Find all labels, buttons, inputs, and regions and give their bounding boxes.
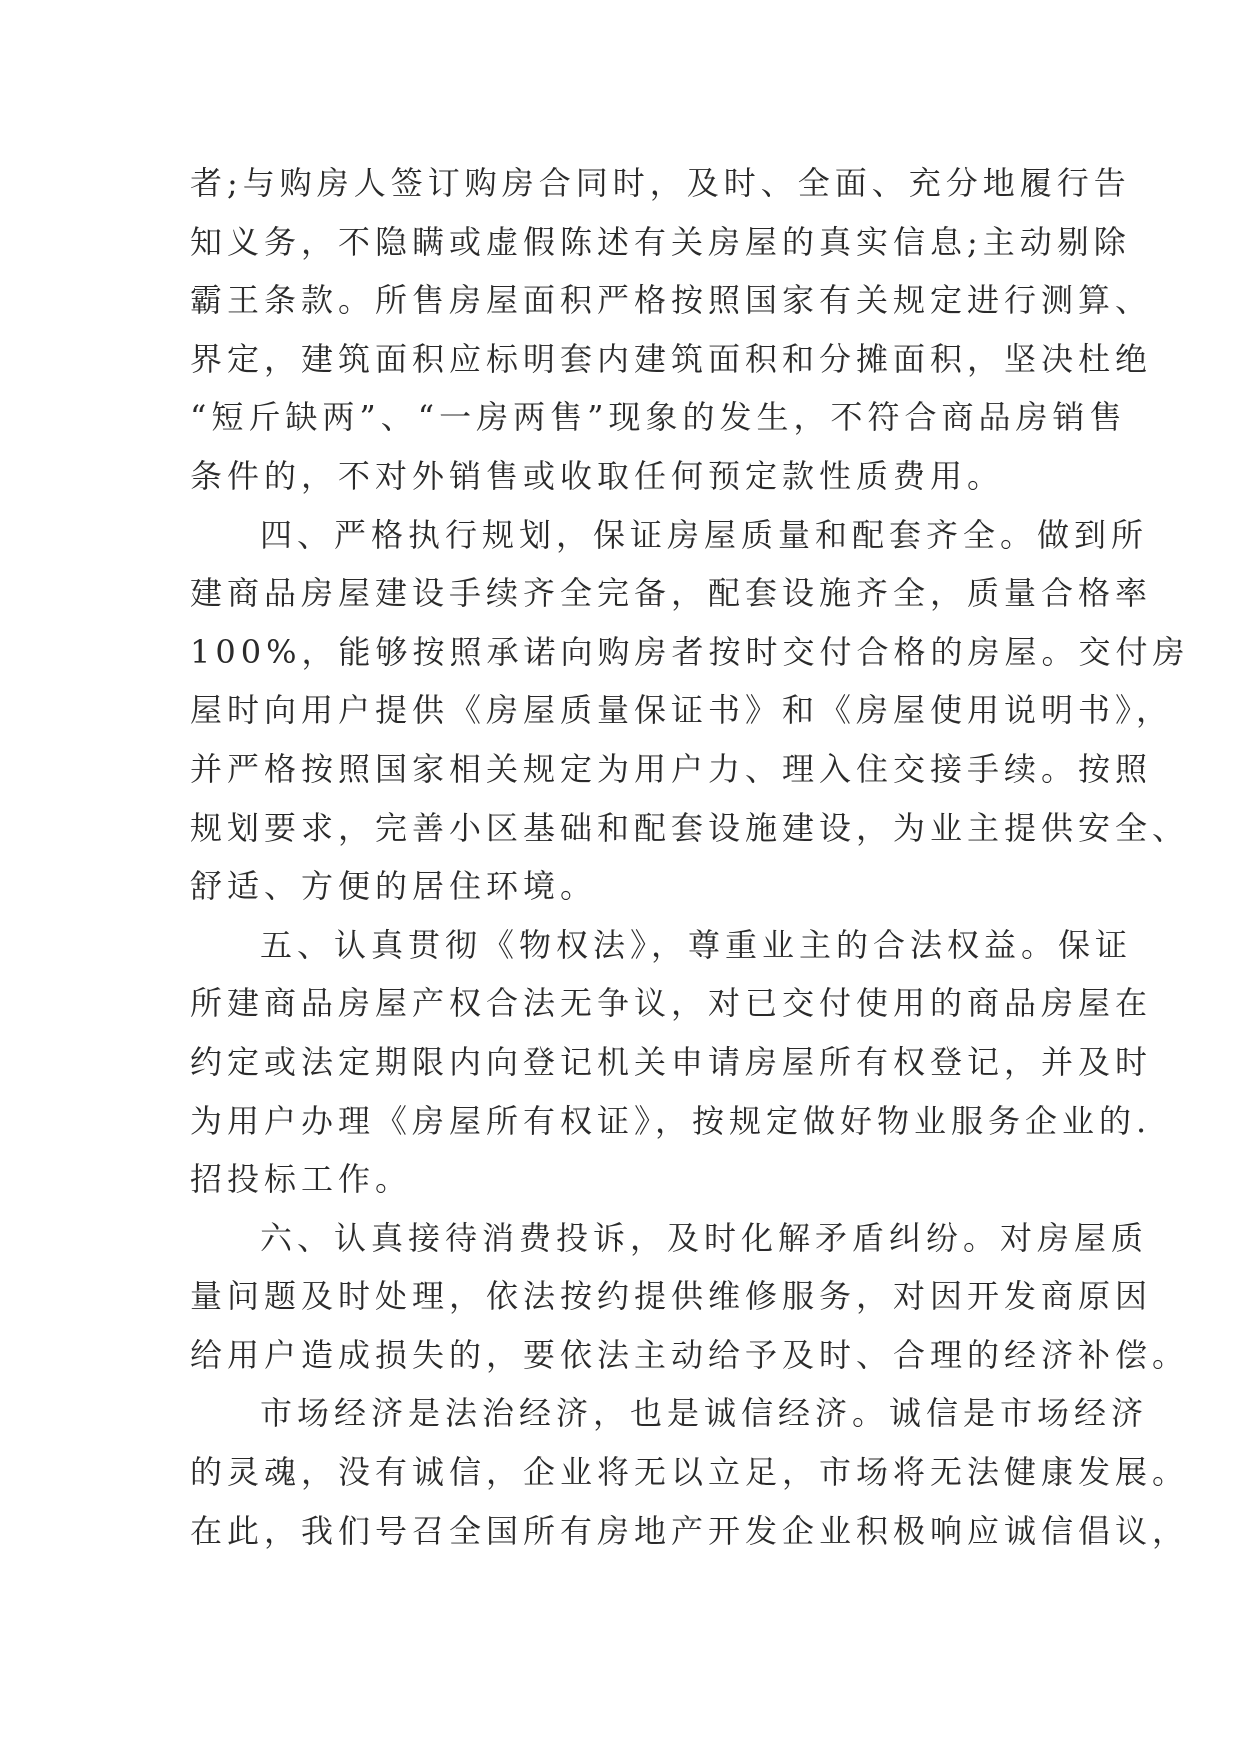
paragraph-first-line: 四、严格执行规划，保证房屋质量和配套齐全。做到所 xyxy=(260,515,1149,554)
text-line: 者;与购房人签订购房合同时，及时、全面、充分地履行告 xyxy=(190,164,1131,202)
text-line: 约定或法定期限内向登记机关申请房屋所有权登记，并及时 xyxy=(190,1042,1153,1081)
text-line: 所建商品房屋产权合法无争议，对已交付使用的商品房屋在 xyxy=(190,984,1153,1023)
text-line: 条件的，不对外销售或收取任何预定款性质费用。 xyxy=(190,456,1005,495)
text-line: 在此，我们号召全国所有房地产开发企业积极响应诚信倡议， xyxy=(190,1511,1190,1550)
text-line: 并严格按照国家相关规定为用户力、理入住交接手续。按照 xyxy=(190,749,1153,788)
text-line: 规划要求，完善小区基础和配套设施建设，为业主提供安全、 xyxy=(190,808,1190,847)
text-line: “短斤缺两”、“一房两售”现象的发生，不符合商品房销售 xyxy=(190,398,1127,437)
paragraph-first-line: 六、认真接待消费投诉，及时化解矛盾纠纷。对房屋质 xyxy=(260,1218,1149,1257)
text-line: 100%，能够按照承诺向购房者按时交付合格的房屋。交付房 xyxy=(190,632,1190,671)
text-line: 为用户办理《房屋所有权证》，按规定做好物业服务企业的. xyxy=(190,1101,1152,1140)
text-line: 给用户造成损失的，要依法主动给予及时、合理的经济补偿。 xyxy=(190,1335,1190,1374)
text-line: 屋时向用户提供《房屋质量保证书》和《房屋使用说明书》， xyxy=(190,691,1174,730)
paragraph-first-line: 市场经济是法治经济，也是诚信经济。诚信是市场经济 xyxy=(260,1394,1149,1433)
document-body xyxy=(190,154,1190,1560)
paragraph-first-line: 五、认真贯彻《物权法》，尊重业主的合法权益。保证 xyxy=(260,925,1133,964)
text-line: 知义务，不隐瞒或虚假陈述有关房屋的真实信息;主动剔除 xyxy=(190,222,1131,261)
text-line: 霸王条款。所售房屋面积严格按照国家有关规定进行测算、 xyxy=(190,281,1153,320)
text-line: 量问题及时处理，依法按约提供维修服务，对因开发商原因 xyxy=(190,1277,1153,1316)
text-line: 舒适、方便的居住环境。 xyxy=(190,867,598,906)
text-line: 招投标工作。 xyxy=(190,1160,413,1199)
text-line: 建商品房屋建设手续齐全完备，配套设施齐全，质量合格率 xyxy=(190,574,1153,613)
text-line: 的灵魂，没有诚信，企业将无以立足，市场将无法健康发展。 xyxy=(190,1453,1190,1492)
text-line: 界定，建筑面积应标明套内建筑面积和分摊面积，坚决杜绝 xyxy=(190,339,1153,378)
